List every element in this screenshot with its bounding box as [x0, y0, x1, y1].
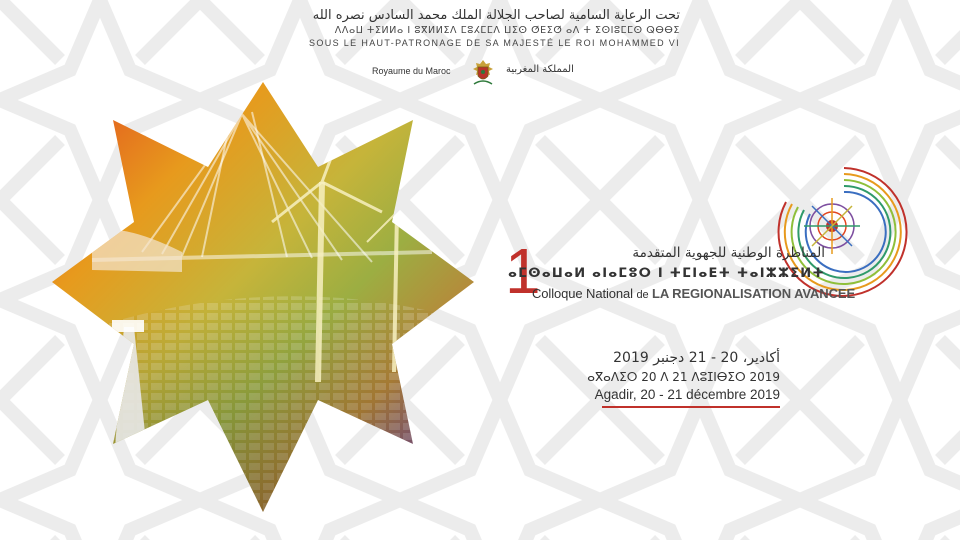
kingdom-line: [360, 58, 610, 88]
date-underline: [602, 406, 780, 408]
patronage-tifinagh: ⴷⴷⴰⵡ ⵜⵉⵍⵍⴰ ⵏ ⵓⴳⵍⵍⵉⴷ ⵎⵓⵃⵎⵎⴷ ⵡⵉⵙ ⵚⴹⵉⵚ ⴰⴷ ⵜ ⵉⵙⵏⵓⵎⵎⵙ ⵕⴱⴱⵉ: [334, 25, 680, 36]
patronage-arabic: تحت الرعاية السامية لصاحب الجلالة الملك محمد السادس نصره الله: [312, 8, 680, 23]
title-french: [532, 286, 855, 301]
title-tifinagh: ⴰⵎⵙⴰⵡⴰⵍ ⴰⵏⴰⵎⵓⵔ ⵏ ⵜⵎⵏⴰⴹⵜ ⵜⴰⵏⵣⵣⵉⵍⵜ: [508, 266, 825, 281]
patronage-french: SOUS LE HAUT-PATRONAGE DE SA MAJESTÉ LE ROI MOHAMMED VI: [309, 38, 680, 48]
patronage-block: [300, 8, 680, 49]
title-arabic: المناظرة الوطنية للجهوية المتقدمة: [632, 245, 825, 261]
date-arabic: أكادير، 20 - 21 دجنبر 2019: [613, 350, 780, 366]
event-title: [505, 235, 856, 307]
hero-star-image: [52, 82, 474, 512]
title-french-prefix: Colloque National: [532, 286, 633, 301]
date-french: Agadir, 20 - 21 décembre 2019: [594, 387, 780, 402]
title-french-de: de: [636, 289, 649, 301]
kingdom-french: Royaume du Maroc: [372, 66, 451, 76]
edition-number: 1: [505, 235, 541, 307]
event-dates: [580, 348, 780, 408]
title-french-main: LA REGIONALISATION AVANCEE: [652, 286, 856, 301]
coat-of-arms-icon: [468, 58, 498, 88]
date-tifinagh: ⴰⴳⴰⴷⵉⵔ 20 ⴷ 21 ⴷⵓⵊⵏⴱⵉⵔ 2019: [587, 370, 780, 384]
kingdom-arabic: المملكة المغربية: [506, 64, 574, 75]
